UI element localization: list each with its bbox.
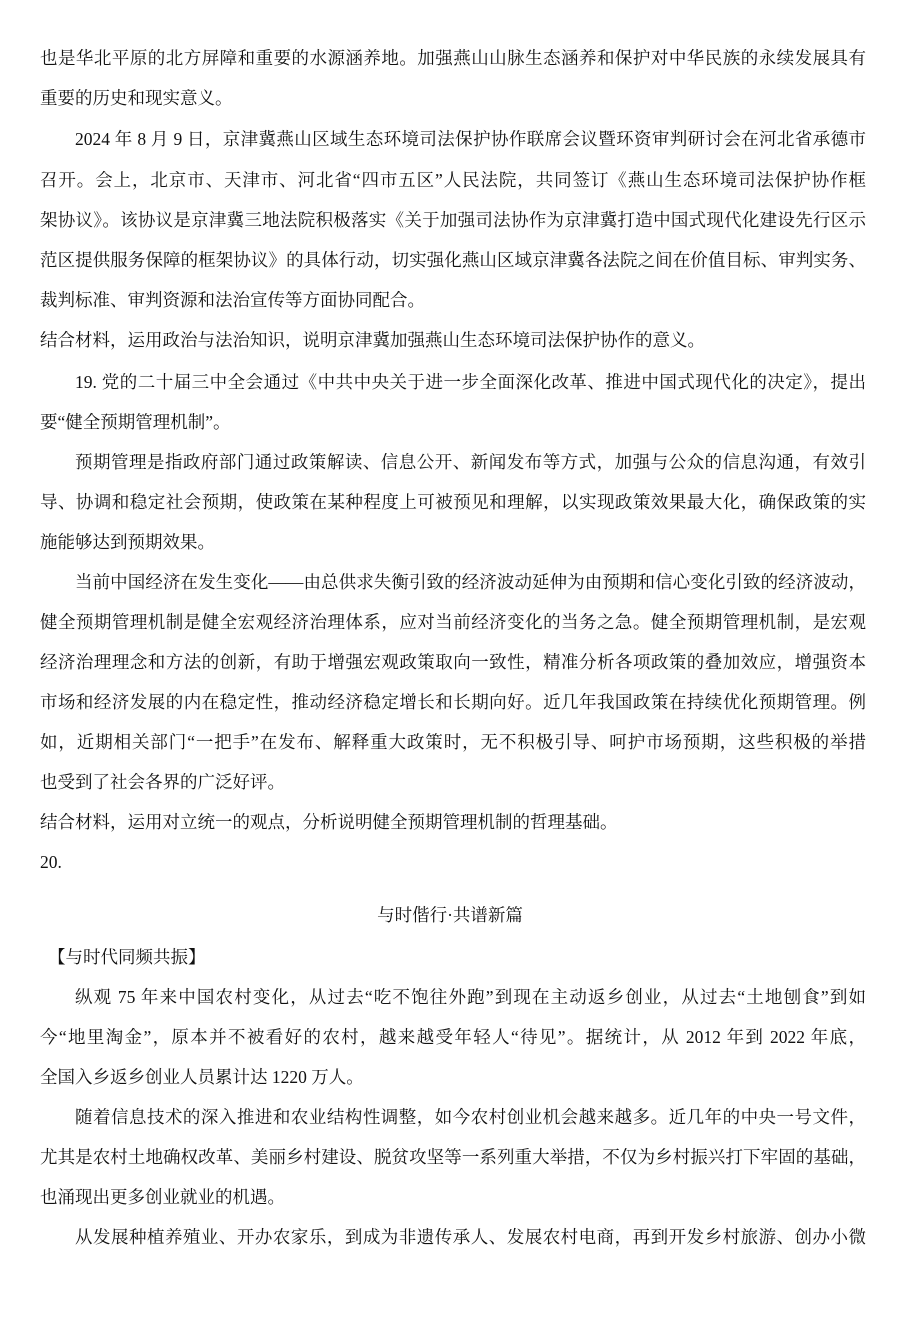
text-line: 从发展种植养殖业、开办农家乐，到成为非遗传承人、发展农村电商，再到开发乡村旅游、创办小微 xyxy=(75,1227,866,1247)
text-line: 也涌现出更多创业就业的机遇。 xyxy=(40,1187,285,1207)
text-line: 架协议》。该协议是京津冀三地法院积极落实《关于加强司法协作为京津冀打造中国式现代化建设先行区示 xyxy=(40,210,866,230)
text-line: 纵观 75 年来中国农村变化，从过去“吃不饱往外跑”到现在主动返乡创业，从过去“土地刨食”到如 xyxy=(75,987,866,1007)
text-line: 导、协调和稳定社会预期，使政策在某种程度上可被预见和理解，以实现政策效果最大化，确保政策的实 xyxy=(40,492,866,512)
subheading: 【与时代同频共振】 xyxy=(48,947,206,967)
text-line: 全国入乡返乡创业人员累计达 1220 万人。 xyxy=(40,1067,364,1087)
text-line: 2024 年 8 月 9 日，京津冀燕山区域生态环境司法保护协作联席会议暨环资审判研讨会在河北省承德市 xyxy=(75,129,866,149)
question-19-intro: 19. 党的二十届三中全会通过《中共中央关于进一步全面深化改革、推进中国式现代化的决定》，提出 xyxy=(75,372,866,392)
text-line: 施能够达到预期效果。 xyxy=(40,532,215,552)
text-line: 范区提供服务保障的框架协议》的具体行动，切实强化燕山区域京津冀各法院之间在价值目标、审判实务、 xyxy=(40,250,866,270)
question-20-number: 20. xyxy=(40,852,62,872)
text-line: 要“健全预期管理机制”。 xyxy=(40,412,231,432)
text-line: 裁判标准、审判资源和法治宣传等方面协同配合。 xyxy=(40,290,425,310)
text-line: 召开。会上，北京市、天津市、河北省“四市五区”人民法院，共同签订《燕山生态环境司法保护协作框 xyxy=(40,170,866,190)
text-line: 随着信息技术的深入推进和农业结构性调整，如今农村创业机会越来越多。近几年的中央一号文件， xyxy=(75,1107,866,1127)
text-line: 经济治理理念和方法的创新，有助于增强宏观政策取向一致性，精准分析各项政策的叠加效应，增强资本 xyxy=(40,652,866,672)
text-line: 预期管理是指政府部门通过政策解读、信息公开、新闻发布等方式，加强与公众的信息沟通，有效引 xyxy=(75,452,866,472)
text-line: 健全预期管理机制是健全宏观经济治理体系，应对当前经济变化的当务之急。健全预期管理机制，是宏观 xyxy=(40,612,866,632)
question-18-prompt: 结合材料，运用政治与法治知识，说明京津冀加强燕山生态环境司法保护协作的意义。 xyxy=(40,330,705,350)
text-line: 重要的历史和现实意义。 xyxy=(40,88,233,108)
text-line: 也受到了社会各界的广泛好评。 xyxy=(40,772,285,792)
text-line: 如，近期相关部门“一把手”在发布、解释重大政策时，无不积极引导、呵护市场预期，这些积极的举措 xyxy=(40,732,866,752)
text-line: 今“地里淘金”，原本并不被看好的农村，越来越受年轻人“待见”。据统计，从 2012 年到 2022 年底， xyxy=(40,1027,866,1047)
text-line: 当前中国经济在发生变化——由总供求失衡引致的经济波动延伸为由预期和信心变化引致的经济波动， xyxy=(75,572,866,592)
question-19-prompt: 结合材料，运用对立统一的观点，分析说明健全预期管理机制的哲理基础。 xyxy=(40,812,618,832)
text-line: 市场和经济发展的内在稳定性，推动经济稳定增长和长期向好。近几年我国政策在持续优化预期管理。例 xyxy=(40,692,866,712)
text-line: 尤其是农村土地确权改革、美丽乡村建设、脱贫攻坚等一系列重大举措，不仅为乡村振兴打下牢固的基础， xyxy=(40,1147,866,1167)
section-title: 与时偕行·共谱新篇 xyxy=(377,905,523,925)
text-line: 也是华北平原的北方屏障和重要的水源涵养地。加强燕山山脉生态涵养和保护对中华民族的永续发展具有 xyxy=(40,48,866,68)
